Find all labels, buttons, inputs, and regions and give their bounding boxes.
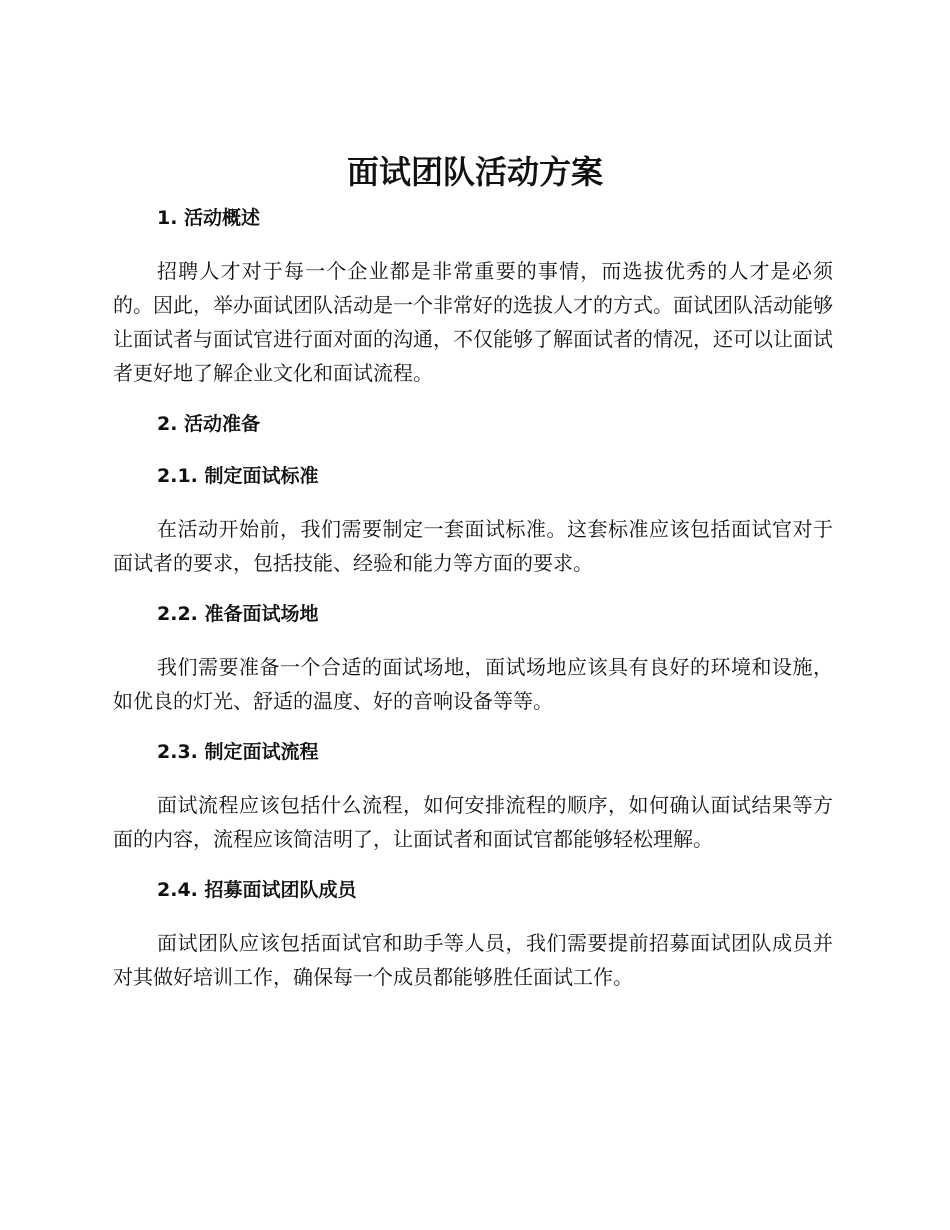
section-heading-2-3: 2.3. 制定面试流程 [157,741,319,763]
section-body-2-2: 我们需要准备一个合适的面试场地，面试场地应该具有良好的环境和设施，如优良的灯光、舒适的温度、好的音响设备等等。 [113,655,833,713]
section-heading-2-4: 2.4. 招募面试团队成员 [157,879,357,901]
section-body-2-1: 在活动开始前，我们需要制定一套面试标准。这套标准应该包括面试官对于面试者的要求，包括技能、经验和能力等方面的要求。 [113,517,833,575]
document-title: 面试团队活动方案 [346,153,603,191]
section-heading-1: 1. 活动概述 [157,207,261,229]
section-heading-2: 2. 活动准备 [157,413,261,435]
section-body-2-4: 面试团队应该包括面试官和助手等人员，我们需要提前招募面试团队成员并对其做好培训工作，确保每一个成员都能够胜任面试工作。 [113,931,833,989]
document-body [113,202,833,994]
section-body-1: 招聘人才对于每一个企业都是非常重要的事情，而选拔优秀的人才是必须的。因此，举办面试团队活动是一个非常好的选拔人才的方式。面试团队活动能够让面试者与面试官进行面对面的沟通，不仅能够了解面试者的情况，还可以让面试者更好地了解企业文化和面试流程。 [113,259,833,385]
section-body-2-3: 面试流程应该包括什么流程，如何安排流程的顺序，如何确认面试结果等方面的内容，流程应该简洁明了，让面试者和面试官都能够轻松理解。 [113,793,833,851]
section-heading-2-2: 2.2. 准备面试场地 [157,603,319,625]
section-heading-2-1: 2.1. 制定面试标准 [157,465,319,487]
